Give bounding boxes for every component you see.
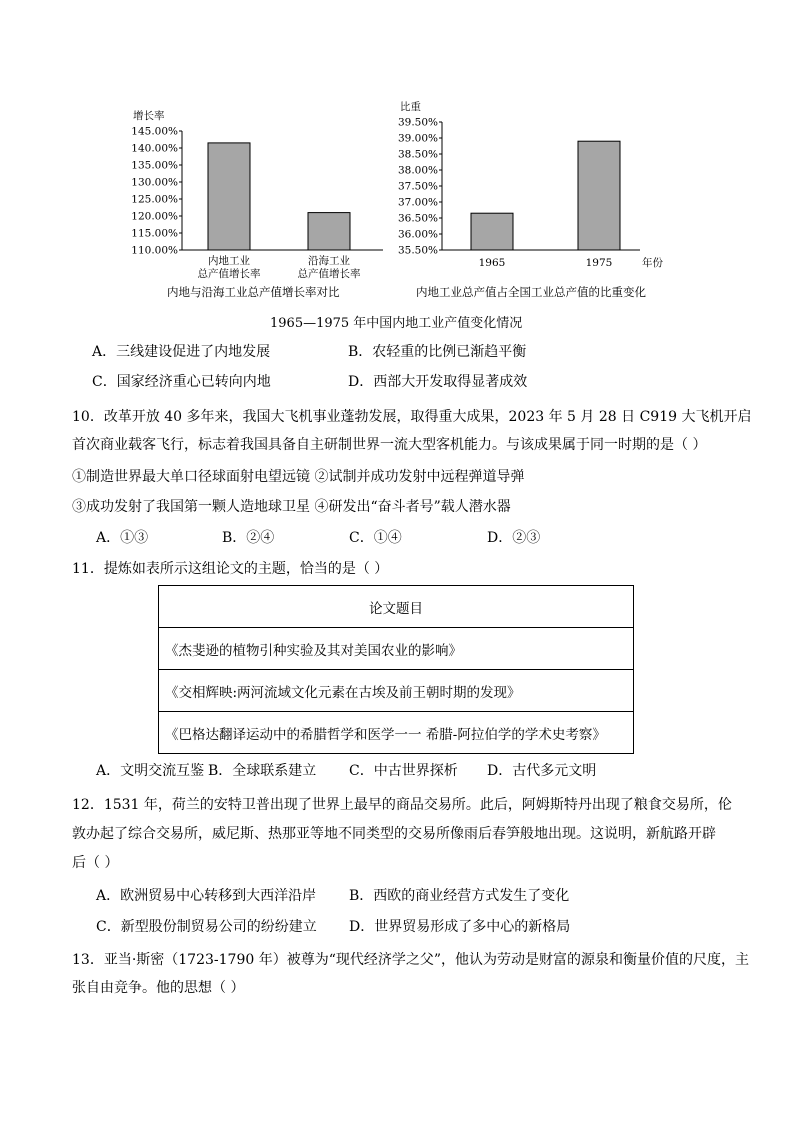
- y-tick-label: 39.00%: [397, 132, 438, 145]
- table-row: [159, 712, 634, 754]
- x-tick-label: 1975: [585, 257, 613, 269]
- q9-option-d[interactable]: D．西部大开发取得显著成效: [348, 374, 528, 390]
- y-tick-label: 125.00%: [131, 193, 178, 206]
- x-tick-label: 总产值增长率: [297, 268, 361, 280]
- share-chart-svg: [392, 100, 682, 300]
- bar-2: [308, 213, 350, 250]
- q12-option-a[interactable]: A．欧洲贸易中心转移到大西洋沿岸: [96, 888, 317, 904]
- y-tick-label: 130.00%: [131, 176, 178, 189]
- q12-option-d[interactable]: D．世界贸易形成了多中心的新格局: [349, 919, 571, 935]
- y-tick-label: 36.50%: [397, 212, 438, 225]
- x-tick-label: 1965: [478, 257, 506, 269]
- q13-stem-line-1: 13．亚当·斯密（1723-1790 年）被尊为“现代经济学之父”，他认为劳动是财富的源泉和衡量价值的尺度，主: [72, 952, 750, 968]
- q9-option-a[interactable]: A．三线建设促进了内地发展: [92, 344, 271, 360]
- q10-items-line-2: ③成功发射了我国第一颗人造地球卫星 ④研发出“奋斗者号”载人潜水器: [72, 499, 511, 515]
- q10-stem-line-2: 首次商业载客飞行，标志着我国具备自主研制世界一流大型客机能力。与该成果属于同一时期的是（ ）: [72, 437, 707, 453]
- table-row: [159, 628, 634, 670]
- y-tick-label: 39.50%: [397, 116, 438, 129]
- y-tick-label: 37.00%: [397, 196, 438, 209]
- q11-option-a[interactable]: A．文明交流互鉴: [96, 763, 205, 779]
- table-cell: 《交相辉映:两河流域文化元素在古埃及前王朝时期的发现》: [159, 670, 634, 712]
- q10-option-c[interactable]: C．①④: [349, 530, 402, 546]
- y-axis-label: 比重: [400, 101, 421, 113]
- x-tick-label: 内地工业: [208, 255, 250, 267]
- left-chart-title: 内地与沿海工业总产值增长率对比: [167, 285, 340, 299]
- table-header: 论文题目: [159, 586, 634, 628]
- y-tick-label: 120.00%: [131, 210, 178, 223]
- y-tick-label: 135.00%: [131, 159, 178, 172]
- q10-stem-line-1: 10．改革开放 40 多年来，我国大飞机事业蓬勃发展，取得重大成果，2023 年 5 月 28 日 C919 大飞机开启: [72, 409, 752, 425]
- q12-stem-line-1: 12．1531 年，荷兰的安特卫普出现了世界上最早的商品交易所。此后，阿姆斯特丹出现了粮食交易所，伦: [72, 797, 732, 813]
- y-tick-label: 38.50%: [397, 148, 438, 161]
- growth-rate-chart: [125, 100, 395, 300]
- q10-option-d[interactable]: D．②③: [487, 530, 541, 546]
- q10-option-b[interactable]: B．②④: [222, 530, 275, 546]
- x-tick-label: 总产值增长率: [197, 268, 261, 280]
- bar-2: [578, 141, 620, 250]
- essay-table: [158, 585, 634, 754]
- y-tick-label: 110.00%: [131, 244, 178, 257]
- x-axis-label: 年份: [642, 257, 663, 269]
- y-tick-label: 38.00%: [397, 164, 438, 177]
- share-chart: [392, 100, 682, 300]
- q11-option-b[interactable]: B．全球联系建立: [208, 763, 317, 779]
- q11-option-d[interactable]: D．古代多元文明: [487, 763, 597, 779]
- q12-option-b[interactable]: B．西欧的商业经营方式发生了变化: [349, 888, 570, 904]
- x-tick-label: 沿海工业: [308, 255, 350, 267]
- bar-1: [471, 213, 513, 250]
- y-tick-label: 115.00%: [131, 227, 178, 240]
- y-tick-label: 36.00%: [397, 228, 438, 241]
- growth-rate-chart-svg: [125, 100, 395, 300]
- bar-1: [208, 143, 250, 250]
- q12-stem-line-2: 敦办起了综合交易所，威尼斯、热那亚等地不同类型的交易所像雨后春笋般地出现。这说明，新航路开辟: [72, 826, 716, 842]
- q10-items-line-1: ①制造世界最大单口径球面射电望远镜 ②试制并成功发射中远程弹道导弹: [72, 469, 525, 485]
- q11-option-c[interactable]: C．中古世界探析: [349, 763, 458, 779]
- table-cell: 《杰斐逊的植物引种实验及其对美国农业的影响》: [159, 628, 634, 670]
- table-row: [159, 670, 634, 712]
- y-axis-label: 增长率: [133, 110, 165, 122]
- figure-caption: 1965—1975 年中国内地工业产值变化情况: [270, 316, 523, 331]
- table-cell: 《巴格达翻译运动中的希腊哲学和医学一一 希腊-阿拉伯学的学术史考察》: [159, 712, 634, 754]
- q10-option-a[interactable]: A．①③: [96, 530, 149, 546]
- q9-option-c[interactable]: C．国家经济重心已转向内地: [92, 374, 271, 390]
- table-header-row: [159, 586, 634, 628]
- q13-stem-line-2: 张自由竞争。他的思想（ ）: [72, 980, 245, 996]
- q12-stem-line-3: 后（ ）: [72, 855, 119, 871]
- y-tick-label: 140.00%: [131, 142, 178, 155]
- q11-stem: 11．提炼如表所示这组论文的主题，恰当的是（ ）: [72, 561, 389, 577]
- y-tick-label: 145.00%: [131, 125, 178, 138]
- y-tick-label: 35.50%: [397, 244, 438, 257]
- right-chart-title: 内地工业总产值占全国工业总产值的比重变化: [416, 285, 646, 299]
- y-tick-label: 37.50%: [397, 180, 438, 193]
- q12-option-c[interactable]: C．新型股份制贸易公司的纷纷建立: [96, 919, 317, 935]
- q9-option-b[interactable]: B．农轻重的比例已渐趋平衡: [348, 344, 527, 360]
